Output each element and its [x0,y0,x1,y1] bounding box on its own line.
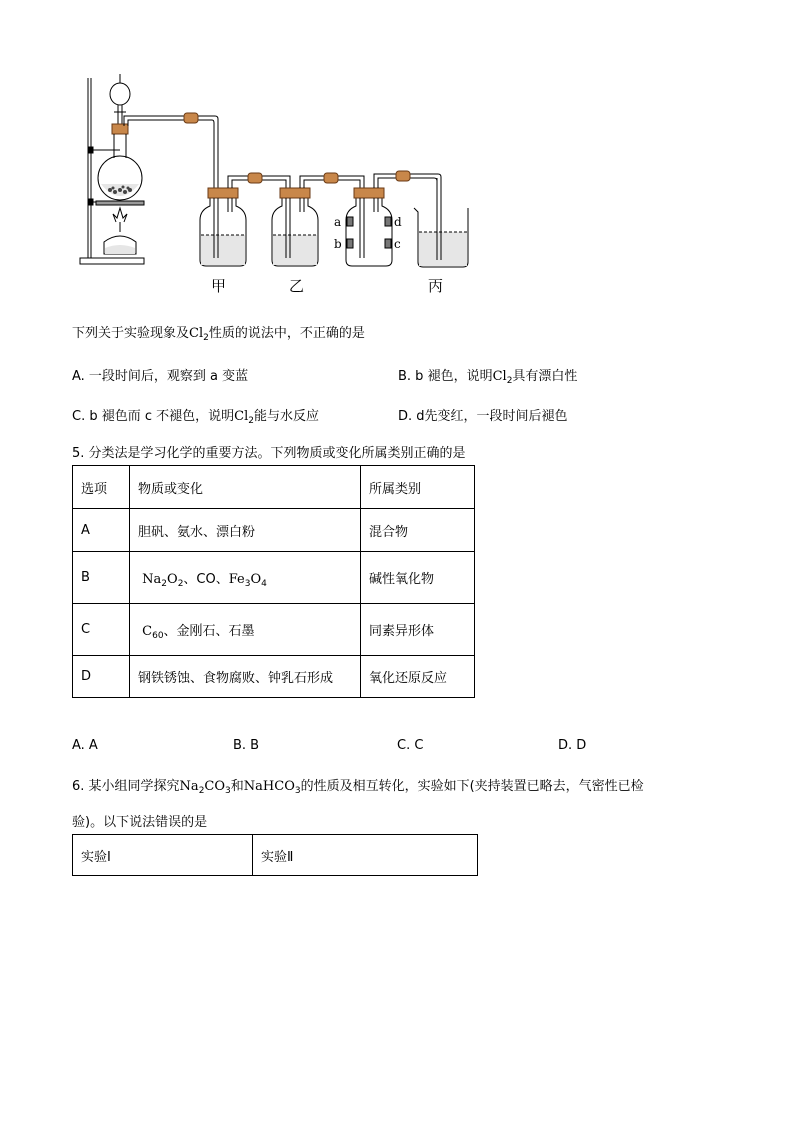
table-row [73,604,475,656]
q6-stem-line2: 验)。以下说法错误的是 [72,815,208,830]
row-category: 碱性氧化物 [361,552,475,604]
row-option: C [73,604,130,656]
table-row [73,509,475,552]
row-category: 同素异形体 [361,604,475,656]
strip-label-a: a [334,215,342,229]
label-yi: 乙 [289,277,305,295]
label-bing: 丙 [428,277,444,295]
table-row [73,656,475,698]
wire-gauze [96,201,144,205]
row-option: B [73,552,130,604]
q4-option-a: A. 一段时间后，观察到 a 变蓝 [72,369,249,384]
q4-option-c: C. b 褪色而 c 不褪色，说明$Cl_2$能与水反应 [72,409,319,426]
separatory-funnel [110,83,130,105]
q4-stem: 下列关于实验现象及$Cl_2$性质的说法中，不正确的是 [72,326,365,343]
stand-base [80,258,144,264]
label-jia: 甲 [211,277,227,295]
row-substance: $C_{60}$、金刚石、石墨 [130,604,361,656]
row-substance: 钢铁锈蚀、食物腐败、钟乳石形成 [130,656,361,698]
apparatus-diagram [72,72,472,302]
bottle-three [346,194,392,266]
q5-answer-c: C. C [397,738,424,753]
strip-label-b: b [334,237,342,251]
q5-table [72,465,475,698]
row-category: 氧化还原反应 [361,656,475,698]
row-substance: 胆矾、氨水、漂白粉 [130,509,361,552]
header-option: 选项 [73,466,130,509]
q5-answer-b: B. B [233,738,260,753]
header-substance: 物质或变化 [130,466,361,509]
header-experiment-2: 实验Ⅱ [253,835,478,876]
q5-answer-d: D. D [558,738,587,753]
q6-stem: 6. 某小组同学探究$Na_2CO_3$和NaHCO$_3$的性质及相互转化，实验如下(夹持装置已略去，气密性已检 [72,779,644,796]
q5-answer-a: A. A [72,738,98,753]
header-experiment-1: 实验Ⅰ [73,835,253,876]
header-category: 所属类别 [361,466,475,509]
q5-stem: 5. 分类法是学习化学的重要方法。下列物质或变化所属类别正确的是 [72,446,466,461]
strip-c [385,239,391,248]
table-header-row [73,466,475,509]
table-header-row [73,835,478,876]
row-option: A [73,509,130,552]
row-option: D [73,656,130,698]
strip-label-d: d [394,215,402,229]
strip-b [347,239,353,248]
q4-option-b: B. b 褪色，说明$Cl_2$具有漂白性 [398,369,578,386]
q6-table [72,834,478,876]
strip-d [385,217,391,226]
row-substance: $Na_2O_2$、CO、$Fe_3O_4$ [130,552,361,604]
q4-option-d: D. d先变红，一段时间后褪色 [398,409,568,424]
strip-a [347,217,353,226]
row-category: 混合物 [361,509,475,552]
strip-label-c: c [394,237,401,251]
table-row [73,552,475,604]
